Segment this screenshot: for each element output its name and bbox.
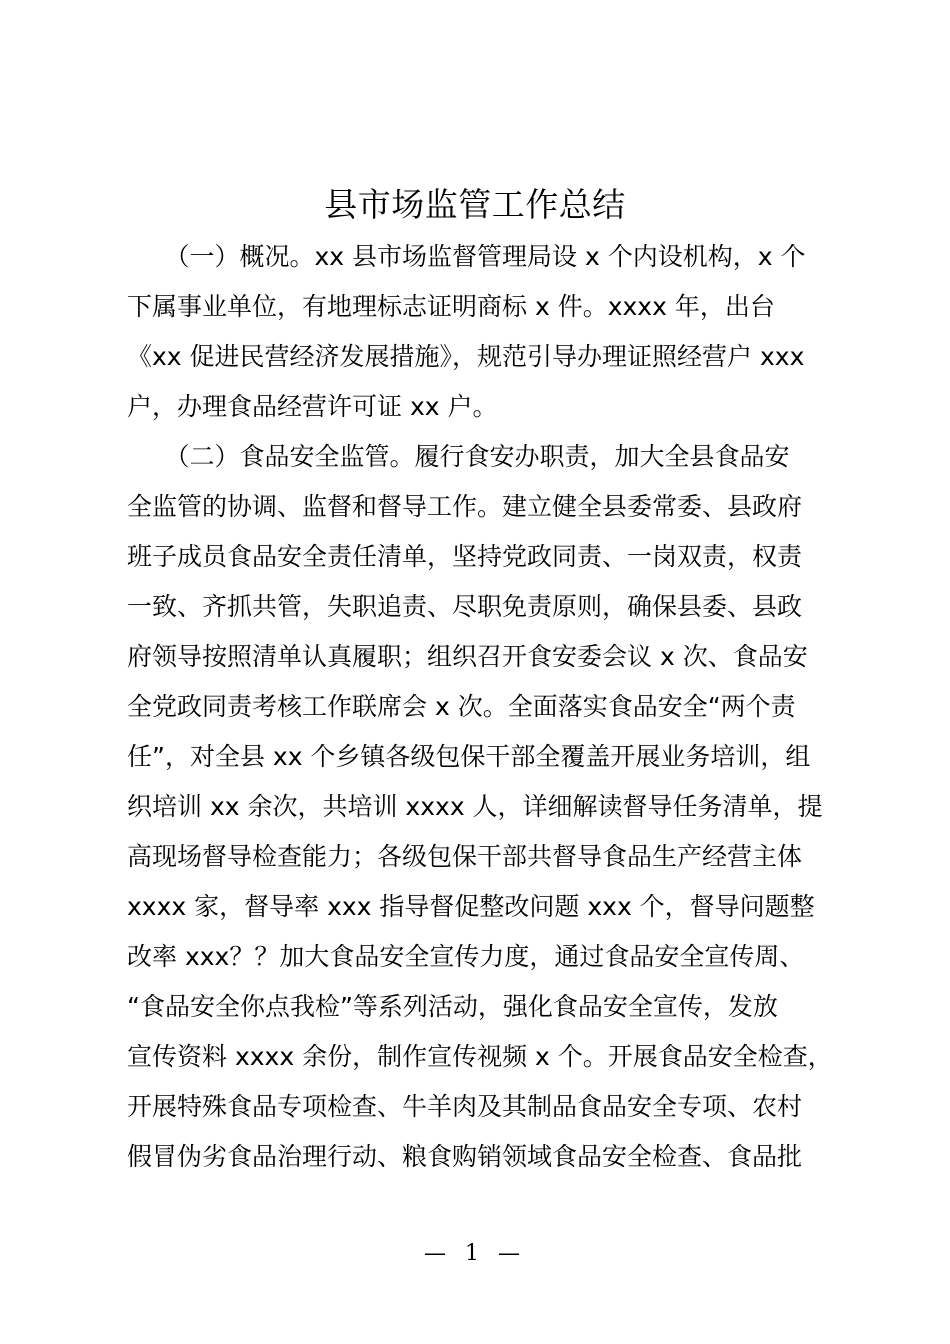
text-line: 班子成员食品安全责任清单，坚持党政同责、一岗双责，权责 xyxy=(127,542,803,571)
text-line: xxxx 家，督导率 xxx 指导督促整改问题 xxx 个，督导问题整 xyxy=(127,892,815,921)
page-number: — 1 — xyxy=(424,1241,526,1266)
text-line: 改率 xxx？？加大食品安全宣传力度，通过食品安全宣传周、 xyxy=(127,942,805,971)
text-line: 高现场督导检查能力；各级包保干部共督导食品生产经营主体 xyxy=(127,842,803,871)
text-line: 织培训 xx 余次，共培训 xxxx 人，详细解读督导任务清单，提 xyxy=(127,792,823,821)
text-line: 府领导按照清单认真履职；组织召开食安委会议 x 次、食品安 xyxy=(127,642,808,671)
text-line: 假冒伪劣食品治理行动、粮食购销领域食品安全检查、食品批 xyxy=(127,1142,803,1171)
text-line: （一）概况。xx 县市场监督管理局设 x 个内设机构，x 个 xyxy=(127,242,806,271)
document-body xyxy=(127,232,857,1182)
text-line: 下属事业单位，有地理标志证明商标 x 件。xxxx 年，出台 xyxy=(127,292,775,321)
text-line: 全党政同责考核工作联席会 x 次。全面落实食品安全“两个责 xyxy=(127,692,796,721)
text-line: 全监管的协调、监督和督导工作。建立健全县委常委、县政府 xyxy=(127,492,803,521)
text-line: 户，办理食品经营许可证 xx 户。 xyxy=(127,392,498,421)
text-line: 宣传资料 xxxx 余份，制作宣传视频 x 个。开展食品安全检查， xyxy=(127,1042,833,1071)
text-line: 开展特殊食品专项检查、牛羊肉及其制品食品安全专项、农村 xyxy=(127,1092,803,1121)
text-line: 一致、齐抓共管，失职追责、尽职免责原则，确保县委、县政 xyxy=(127,592,803,621)
text-line: 《xx 促进民营经济发展措施》，规范引导办理证照经营户 xxx xyxy=(127,342,805,371)
document-title: 县市场监管工作总结 xyxy=(324,185,626,224)
text-line: 任”，对全县 xx 个乡镇各级包保干部全覆盖开展业务培训，组 xyxy=(127,742,811,771)
text-line: （二）食品安全监管。履行食安办职责，加大全县食品安 xyxy=(127,442,790,471)
text-line: “食品安全你点我检”等系列活动，强化食品安全宣传，发放 xyxy=(127,992,778,1021)
